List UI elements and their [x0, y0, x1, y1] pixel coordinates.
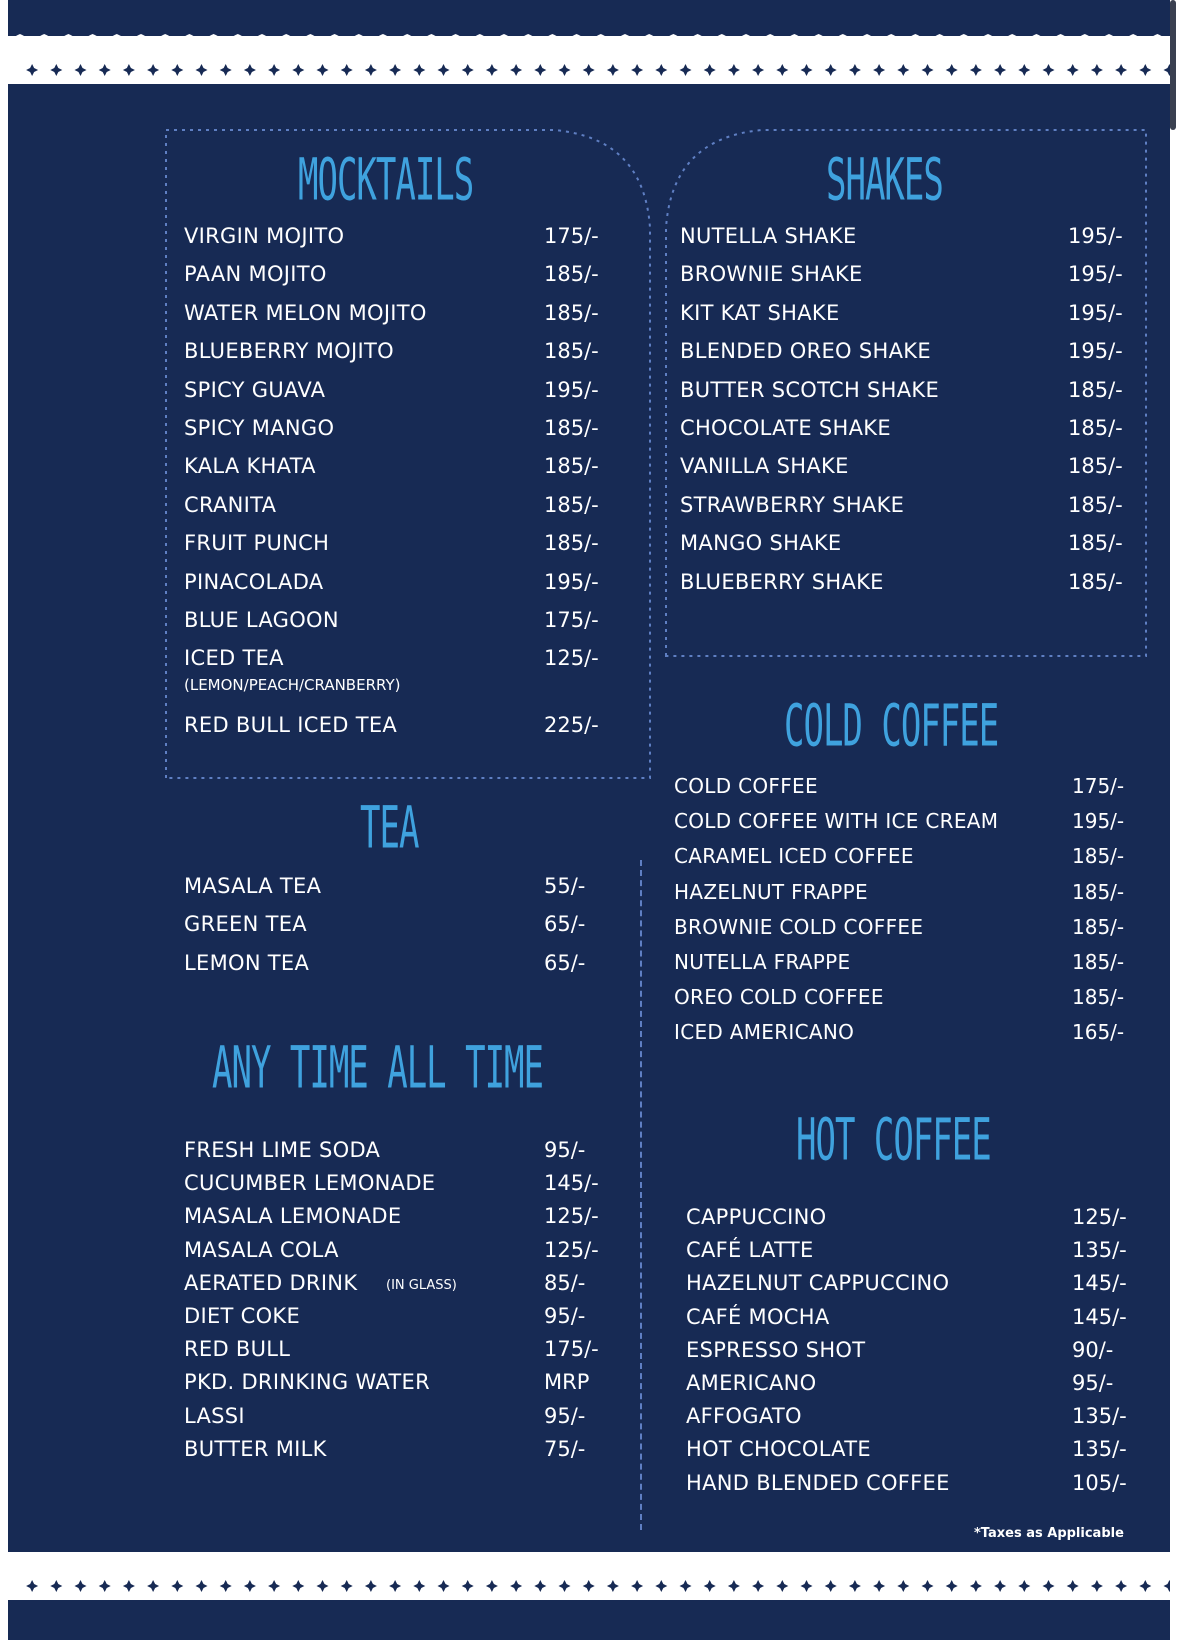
menu-item-name: SPICY GUAVA	[184, 377, 326, 402]
menu-item-name: BLUEBERRY MOJITO	[184, 339, 394, 364]
menu-item-price: 85/-	[544, 1270, 586, 1295]
menu-item-price: 185/-	[544, 339, 599, 364]
menu-item-price: 185/-	[544, 454, 599, 479]
menu-item-row	[184, 569, 614, 594]
menu-item-name: CAFÉ MOCHA	[686, 1304, 830, 1329]
menu-item-price: 135/-	[1072, 1437, 1127, 1462]
menu-item-name: VANILLA SHAKE	[680, 454, 849, 479]
menu-item-price: 175/-	[1072, 774, 1125, 798]
menu-item-name: KALA KHATA	[184, 454, 316, 479]
menu-item-row	[686, 1337, 1130, 1362]
menu-item-price: 145/-	[1072, 1271, 1127, 1296]
any-time-heading: ANY TIME ALL TIME	[212, 1034, 543, 1103]
menu-item-name: MASALA LEMONADE	[184, 1204, 402, 1229]
menu-item-price: 95/-	[1072, 1371, 1114, 1395]
menu-item-price: 195/-	[544, 377, 599, 402]
menu-item-price: 185/-	[1068, 377, 1123, 402]
menu-item-price: 135/-	[1072, 1238, 1127, 1263]
menu-item-price: 125/-	[544, 1237, 599, 1262]
menu-item-price: 195/-	[1068, 300, 1123, 325]
menu-item-price: 145/-	[544, 1171, 599, 1196]
menu-item-price: 125/-	[1072, 1205, 1127, 1229]
menu-item-row	[674, 914, 1130, 939]
menu-item-row	[184, 1270, 614, 1295]
menu-item-price: 195/-	[544, 569, 599, 594]
menu-item-price: 90/-	[1072, 1337, 1114, 1362]
menu-item-price: 185/-	[544, 492, 599, 517]
menu-item-name: MASALA TEA	[184, 874, 322, 898]
menu-item-row	[686, 1273, 1130, 1294]
menu-item-name: BROWNIE COLD COFFEE	[674, 914, 924, 939]
menu-item-name: FRUIT PUNCH	[184, 531, 330, 556]
menu-item-name: ESPRESSO SHOT	[686, 1337, 866, 1362]
menu-item-row	[680, 492, 1130, 517]
aerated-drink-note: (IN GLASS)	[386, 1277, 457, 1293]
menu-item-row	[686, 1373, 1130, 1394]
menu-item-price: 185/-	[1068, 531, 1123, 556]
menu-item-name: HAZELNUT FRAPPE	[674, 879, 868, 904]
menu-item-price: 185/-	[1072, 985, 1125, 1010]
tea-heading: TEA	[360, 794, 419, 863]
menu-item-price: 185/-	[544, 262, 599, 287]
menu-item-price: 65/-	[544, 950, 586, 975]
menu-item-name: BLUE LAGOON	[184, 608, 339, 632]
menu-item-row	[184, 377, 614, 402]
menu-page	[8, 0, 1170, 1640]
menu-item-row	[680, 341, 1130, 362]
menu-item-row	[184, 1206, 614, 1227]
menu-item-price: 95/-	[544, 1403, 586, 1428]
menu-item-row	[674, 776, 1130, 796]
menu-item-name: WATER MELON MOJITO	[184, 300, 427, 325]
menu-item-price: 175/-	[544, 608, 599, 632]
menu-item-row	[680, 533, 1130, 554]
menu-item-row	[686, 1304, 1130, 1329]
menu-item-row	[686, 1439, 1130, 1460]
menu-item-row	[680, 264, 1130, 285]
menu-item-name: PAAN MOJITO	[184, 262, 327, 287]
menu-item-row	[184, 456, 614, 477]
menu-item-row	[184, 1306, 614, 1327]
menu-item-name: CAFÉ LATTE	[686, 1238, 814, 1263]
menu-item-name: ICED TEA	[184, 646, 284, 671]
top-ornament-band	[8, 0, 1170, 92]
menu-item-row	[184, 533, 614, 554]
menu-item-row	[674, 809, 1130, 834]
menu-item-row	[686, 1470, 1130, 1495]
menu-item-price: 185/-	[1072, 879, 1125, 904]
menu-item-price: 185/-	[1068, 569, 1123, 594]
menu-item-row	[674, 952, 1130, 972]
menu-item-name: BROWNIE SHAKE	[680, 262, 863, 287]
menu-item-price: 75/-	[544, 1436, 586, 1461]
menu-item-row	[680, 569, 1130, 594]
taxes-note: *Taxes as Applicable	[974, 1526, 1124, 1541]
menu-item-name: BUTTER SCOTCH SHAKE	[680, 377, 940, 402]
menu-item-name: KIT KAT SHAKE	[680, 300, 840, 325]
menu-item-row	[184, 1436, 614, 1461]
menu-item-price: 185/-	[544, 531, 599, 556]
menu-item-name: GREEN TEA	[184, 912, 307, 937]
menu-item-row	[184, 950, 614, 975]
menu-item-price: 55/-	[544, 874, 586, 898]
menu-item-price: 195/-	[1072, 809, 1125, 834]
menu-item-price: 195/-	[1068, 224, 1123, 248]
menu-item-name: AERATED DRINK	[184, 1270, 358, 1295]
menu-item-name: LASSI	[184, 1403, 245, 1428]
menu-item-row	[184, 914, 614, 935]
menu-item-name: HAZELNUT CAPPUCCINO	[686, 1271, 950, 1296]
menu-item-name: NUTELLA SHAKE	[680, 224, 857, 248]
menu-item-name: BLUEBERRY SHAKE	[680, 569, 884, 594]
menu-item-name: CHOCOLATE SHAKE	[680, 416, 891, 440]
menu-item-name: SPICY MANGO	[184, 416, 335, 440]
menu-item-price: MRP	[544, 1370, 590, 1395]
menu-item-row	[184, 341, 614, 362]
menu-item-name: CUCUMBER LEMONADE	[184, 1171, 436, 1196]
menu-item-price: 145/-	[1072, 1304, 1127, 1329]
menu-item-price: 95/-	[544, 1304, 586, 1328]
menu-item-row	[686, 1207, 1130, 1228]
menu-item-row	[674, 985, 1130, 1010]
scrollbar-thumb[interactable]	[1170, 0, 1176, 130]
menu-item-price: 185/-	[544, 300, 599, 325]
menu-item-name: VIRGIN MOJITO	[184, 224, 345, 248]
menu-item-row	[184, 1372, 614, 1393]
menu-item-name: PKD. DRINKING WATER	[184, 1370, 430, 1395]
menu-item-row	[184, 712, 614, 737]
menu-item-name: LEMON TEA	[184, 950, 310, 975]
menu-item-name: ICED AMERICANO	[674, 1020, 855, 1045]
menu-item-row	[674, 1020, 1130, 1045]
menu-item-name: BLENDED OREO SHAKE	[680, 339, 931, 364]
menu-item-row	[184, 264, 614, 285]
menu-item-price: 125/-	[544, 1204, 599, 1229]
menu-item-name: CAPPUCCINO	[686, 1205, 827, 1229]
menu-item-row	[674, 844, 1130, 869]
menu-item-row	[686, 1240, 1130, 1261]
menu-item-row	[184, 1173, 614, 1194]
menu-item-row	[184, 648, 614, 669]
menu-item-name: NUTELLA FRAPPE	[674, 950, 851, 974]
menu-item-price: 65/-	[544, 912, 586, 937]
menu-item-price: 195/-	[1068, 339, 1123, 364]
menu-item-price: 165/-	[1072, 1020, 1125, 1045]
menu-item-name: MANGO SHAKE	[680, 531, 842, 556]
menu-item-row	[686, 1406, 1130, 1427]
menu-item-row	[184, 300, 614, 325]
menu-item-name: PINACOLADA	[184, 569, 324, 594]
menu-item-name: AFFOGATO	[686, 1404, 802, 1429]
menu-item-price: 185/-	[1072, 914, 1125, 939]
menu-item-price: 185/-	[1072, 844, 1125, 869]
menu-item-price: 175/-	[544, 224, 599, 248]
column-divider	[640, 860, 642, 1530]
menu-item-row	[680, 456, 1130, 477]
menu-item-name: COLD COFFEE	[674, 774, 818, 798]
menu-item-name: BUTTER MILK	[184, 1436, 327, 1461]
menu-item-row	[184, 418, 614, 439]
menu-item-price: 185/-	[1068, 492, 1123, 517]
menu-item-price: 225/-	[544, 712, 599, 737]
menu-item-name: STRAWBERRY SHAKE	[680, 492, 905, 517]
menu-item-price: 105/-	[1072, 1470, 1127, 1495]
menu-item-name: FRESH LIME SODA	[184, 1138, 381, 1162]
menu-item-price: 125/-	[544, 646, 599, 671]
iced-tea-flavours-note: (LEMON/PEACH/CRANBERRY)	[184, 676, 401, 695]
menu-item-price: 135/-	[1072, 1404, 1127, 1429]
menu-item-row	[184, 1140, 614, 1161]
menu-item-name: AMERICANO	[686, 1371, 817, 1395]
menu-item-row	[184, 610, 614, 631]
menu-item-row	[184, 492, 614, 517]
cold-coffee-heading: COLD COFFEE	[784, 692, 999, 761]
menu-item-name: CRANITA	[184, 492, 277, 517]
menu-item-price: 185/-	[544, 416, 599, 440]
menu-item-row	[184, 1403, 614, 1428]
menu-item-name: HOT CHOCOLATE	[686, 1437, 871, 1462]
menu-item-price: 185/-	[1068, 454, 1123, 479]
menu-item-row	[184, 1339, 614, 1360]
menu-item-row	[184, 226, 614, 247]
menu-item-name: MASALA COLA	[184, 1237, 339, 1262]
menu-item-row	[674, 879, 1130, 904]
menu-item-name: HAND BLENDED COFFEE	[686, 1470, 950, 1495]
menu-item-name: COLD COFFEE WITH ICE CREAM	[674, 809, 999, 834]
menu-item-name: RED BULL ICED TEA	[184, 712, 398, 737]
bottom-ornament-band	[8, 1540, 1170, 1632]
menu-item-row	[184, 876, 614, 897]
hot-coffee-heading: HOT COFFEE	[796, 1106, 991, 1175]
menu-item-price: 195/-	[1068, 262, 1123, 287]
menu-item-price: 185/-	[1068, 416, 1123, 440]
menu-item-row	[680, 418, 1130, 439]
menu-item-name: CARAMEL ICED COFFEE	[674, 844, 914, 869]
menu-item-name: RED BULL	[184, 1337, 291, 1362]
menu-item-name: OREO COLD COFFEE	[674, 985, 884, 1010]
menu-item-name: DIET COKE	[184, 1304, 301, 1328]
shakes-heading: SHAKES	[826, 146, 943, 215]
mocktails-heading: MOCKTAILS	[298, 146, 474, 215]
menu-item-row	[680, 300, 1130, 325]
menu-item-row	[680, 377, 1130, 402]
menu-item-row	[184, 1237, 614, 1262]
menu-item-row	[680, 226, 1130, 247]
menu-item-price: 175/-	[544, 1337, 599, 1362]
menu-item-price: 185/-	[1072, 950, 1125, 974]
menu-item-price: 95/-	[544, 1138, 586, 1162]
